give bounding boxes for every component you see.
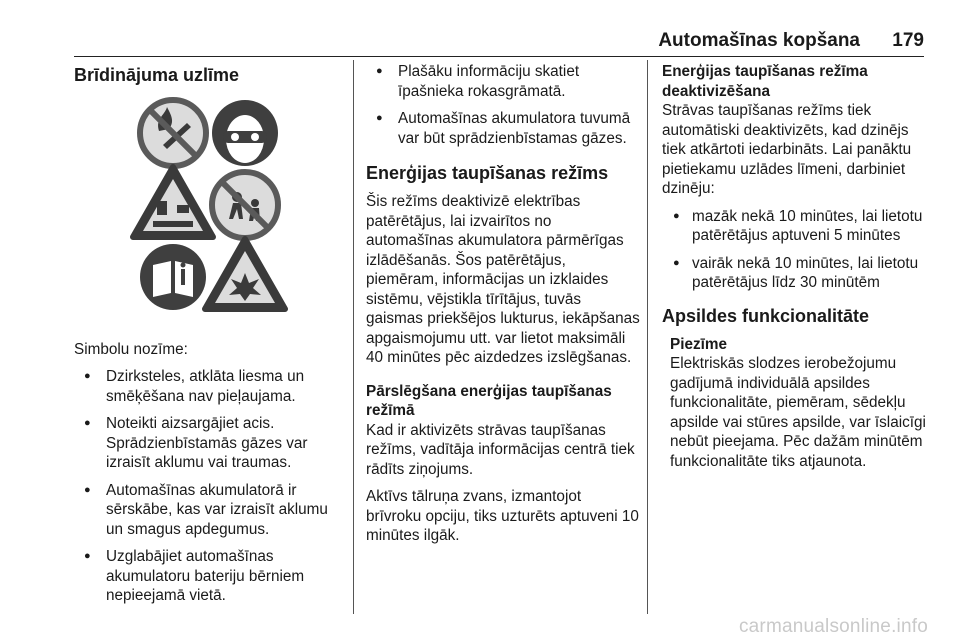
list-item: ● vairāk nekā 10 minūtes, lai lietotu patērētājus līdz 30 minūtēm [662, 254, 928, 293]
column-1 [74, 62, 342, 614]
column-divider [353, 60, 354, 614]
owner-manual-icon [140, 244, 206, 310]
watermark: carmanualsonline.info [738, 616, 928, 637]
subheading-power-save-deactivation: Enerģijas taupīšanas režīma deaktivizēšana [662, 63, 868, 100]
corrosive-acid-icon [133, 167, 213, 237]
no-flame-icon [140, 100, 206, 166]
page-header [0, 0, 960, 60]
column-3 [662, 62, 928, 479]
list-item: ● Plašāku informāciju skatiet īpašnieka rokasgrāmatā. [366, 62, 640, 101]
section-heading-heating: Apsildes funkcionalitāte [662, 305, 870, 326]
header-rule [74, 56, 924, 57]
list-item: ● Dzirksteles, atklāta liesma un smēķēšana nav pieļaujama. [74, 367, 342, 406]
list-item: ● Automašīnas akumulatorā ir sērskābe, kas var izraisīt aklumu un smagus apdegumus. [74, 481, 342, 540]
paragraph: Aktīvs tālruņa zvans, izmantojot brīvroku opciju, tiks uzturēts aptuveni 10 minūtes ilgāk. [366, 488, 639, 544]
explosive-gas-icon [205, 239, 285, 309]
list-item: ● Uzglabājiet automašīnas akumulatoru bateriju bērniem nepieejamā vietā. [74, 547, 342, 606]
paragraph: Strāvas taupīšanas režīms tiek automātiski deaktivizēts, kad dzinējs tiek atkārtoti iedarbināts. Lai panāktu pietiekamu uzlādes līmeni, darbiniet dzinēju: [662, 102, 912, 197]
paragraph: Kad ir aktivizēts strāvas taupīšanas režīms, vadītāja informācijas centrā tiek rādīts ziņojums. [366, 421, 635, 478]
section-heading-power-save: Enerģijas taupīšanas režīms [366, 163, 609, 183]
subheading-switching-power-save: Pārslēgšana enerģijas taupīšanas režīmā [366, 382, 612, 419]
column-2 [366, 62, 640, 554]
note-box [662, 335, 928, 472]
paragraph: Šis režīms deaktivizē elektrības patērētājus, lai izvairītos no automašīnas akumulatora pārmērīgas izlādēšanās. Šos patērētājus, piemēram, informācijas un izklaides sistēmu, vējstikla tīrītājus, tuvās gaismas priekšējos lukturus, iekāpšanas apgaismojumu utt. var lietot maksimāli 40 minūtes pēc aizdedzes izslēgšanas. [366, 193, 640, 366]
engine-run-list [662, 207, 928, 293]
column-divider [647, 60, 648, 614]
warning-symbols-figure [74, 96, 342, 316]
symbols-intro: Simbolu nozīme: [74, 340, 188, 358]
eye-protection-icon [212, 100, 278, 166]
page-number: 179 [892, 30, 924, 51]
symbols-list-continued [366, 62, 640, 148]
list-item: ● mazāk nekā 10 minūtes, lai lietotu patērētājus aptuveni 5 minūtes [662, 207, 928, 246]
section-heading-warning-label: Brīdinājuma uzlīme [74, 65, 240, 85]
list-item: ● Noteikti aizsargājiet acis. Sprādzienbīstamās gāzes var izraisīt aklumu vai traumas. [74, 414, 342, 473]
note-title: Piezīme [670, 335, 727, 353]
note-text: Elektriskās slodzes ierobežojumu gadījumā individuālā apsildes funkcionalitāte, piemēram, sēdekļu apsilde vai stūres apsilde, var īslaicīgi nebūt pieejama. Pēc dažām minūtēm funkcionalitāte tiks atjaunota. [670, 355, 926, 470]
keep-children-away-icon [212, 172, 278, 238]
page-title: Automašīnas kopšana [658, 30, 860, 51]
symbols-list [74, 367, 342, 606]
list-item: ● Automašīnas akumulatora tuvumā var būt sprādzienbīstamas gāzes. [366, 109, 640, 148]
